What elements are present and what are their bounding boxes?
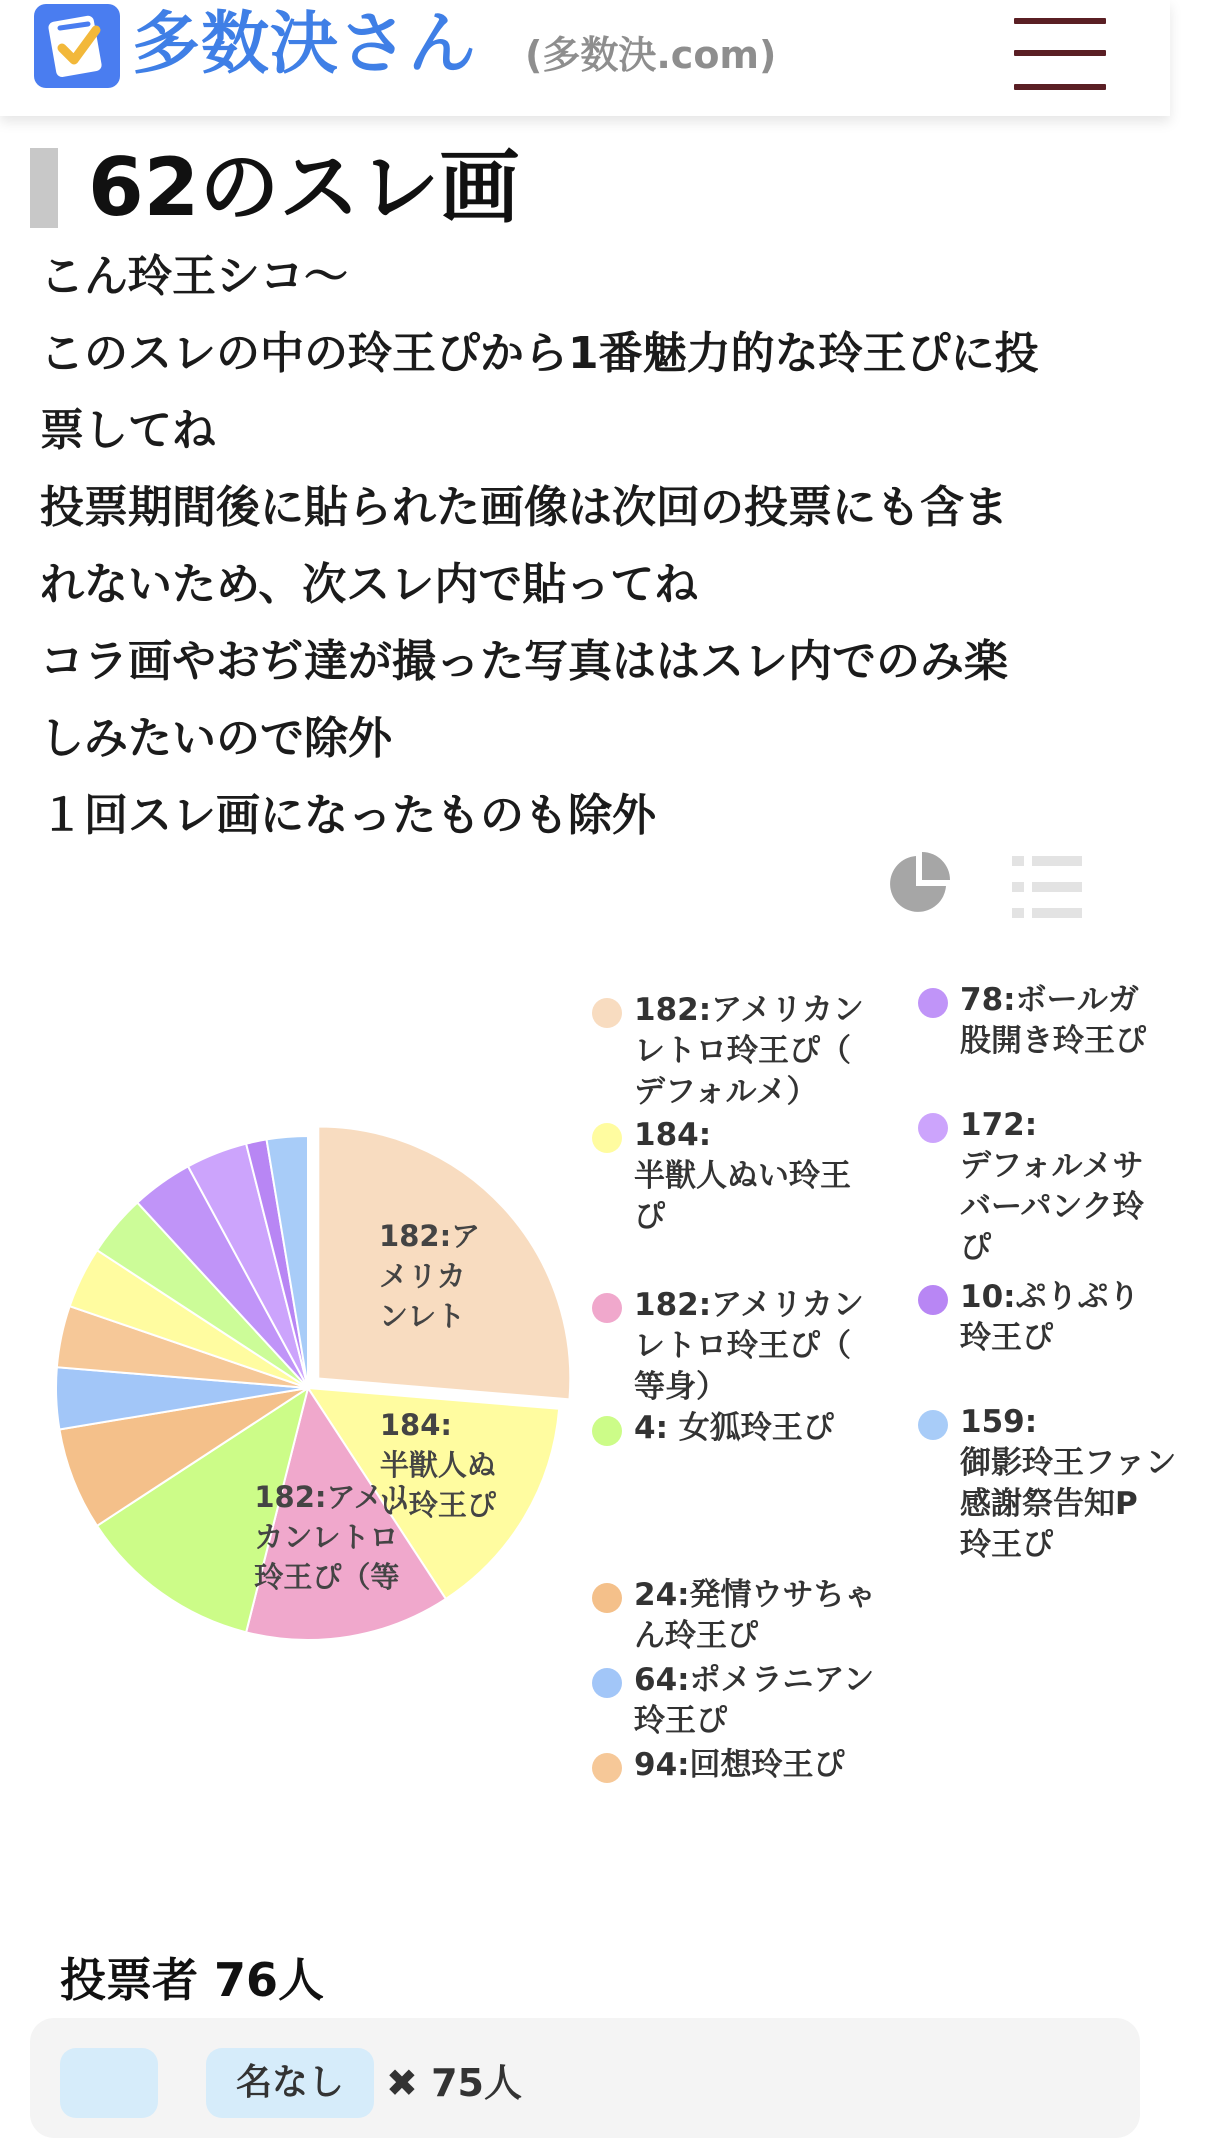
list-icon[interactable] xyxy=(1012,856,1082,922)
legend-column-right xyxy=(912,980,1177,1600)
legend-dot xyxy=(592,998,622,1028)
description-line: 票してね xyxy=(40,405,216,456)
legend-label: 184: 半獣人ぬい玲王 ぴ xyxy=(634,1117,851,1235)
legend-label: 94:回想玲王ぴ xyxy=(634,1747,845,1783)
slice-label: 182:アメリ カンレトロ 玲王ぴ（等 xyxy=(254,1480,412,1595)
legend-dot xyxy=(592,1583,622,1613)
legend-label: 64:ポメラニアン 玲王ぴ xyxy=(634,1662,875,1739)
site-header xyxy=(0,0,1170,116)
site-domain: (多数決.com) xyxy=(525,33,777,77)
voters-title: 投票者 76人 xyxy=(60,1953,325,2007)
hamburger-menu-icon[interactable] xyxy=(1014,16,1106,92)
site-name[interactable]: 多数決さん xyxy=(132,5,478,84)
voter-chip-empty[interactable] xyxy=(60,2048,158,2118)
description-line: このスレの中の玲王ぴから1番魅力的な玲王ぴに投 xyxy=(40,328,1039,379)
legend-label: 182:アメリカン レトロ玲王ぴ（ デフォルメ） xyxy=(634,992,864,1110)
legend-dot xyxy=(918,988,948,1018)
title-accent-bar xyxy=(30,148,58,228)
legend-label: 182:アメリカン レトロ玲王ぴ（ 等身） xyxy=(634,1287,864,1405)
description-line: コラ画やおぢ達が撮った写真ははスレ内でのみ楽 xyxy=(40,636,1008,687)
legend-dot xyxy=(592,1753,622,1783)
page-title: 62のスレ画 xyxy=(88,141,520,234)
description-line: １回スレ画になったものも除外 xyxy=(40,790,656,841)
legend-label: 4: 女狐玲王ぴ xyxy=(634,1410,834,1446)
slice-label: 184: 半獣人ぬ い玲王ぴ xyxy=(379,1408,496,1523)
poll-description xyxy=(40,238,1130,854)
legend-label: 159: 御影玲王ファン 感謝祭告知P 玲王ぴ xyxy=(960,1404,1177,1563)
slice-label: 182:ア メリカ ンレト xyxy=(379,1219,481,1334)
legend-label: 172: デフォルメサ バーパンク玲 ぴ xyxy=(960,1107,1144,1266)
legend-label: 10:ぷりぷり 玲王ぴ xyxy=(960,1279,1140,1356)
legend-dot xyxy=(918,1285,948,1315)
description-line: しみたいので除外 xyxy=(40,713,392,764)
legend-label: 24:発情ウサちゃ ん玲王ぴ xyxy=(634,1577,876,1654)
legend-dot xyxy=(592,1123,622,1153)
voter-chip-count: ✖ 75人 xyxy=(386,2061,522,2105)
legend-label: 78:ボールガ 股開き玲王ぴ xyxy=(960,982,1146,1059)
legend-dot xyxy=(918,1410,948,1440)
voter-chip-name[interactable]: 名なし xyxy=(206,2048,374,2118)
legend-dot xyxy=(592,1293,622,1323)
description-line: こん玲王シコ〜 xyxy=(40,251,348,302)
legend-dot xyxy=(592,1416,622,1446)
check-card-icon[interactable] xyxy=(34,4,120,88)
description-line: 投票期間後に貼られた画像は次回の投票にも含ま xyxy=(40,482,1008,533)
description-line: れないため、次スレ内で貼ってね xyxy=(40,559,699,610)
voters-panel xyxy=(30,2018,1140,2138)
pie-chart-icon[interactable] xyxy=(886,850,952,920)
legend-dot xyxy=(918,1113,948,1143)
legend-dot xyxy=(592,1668,622,1698)
